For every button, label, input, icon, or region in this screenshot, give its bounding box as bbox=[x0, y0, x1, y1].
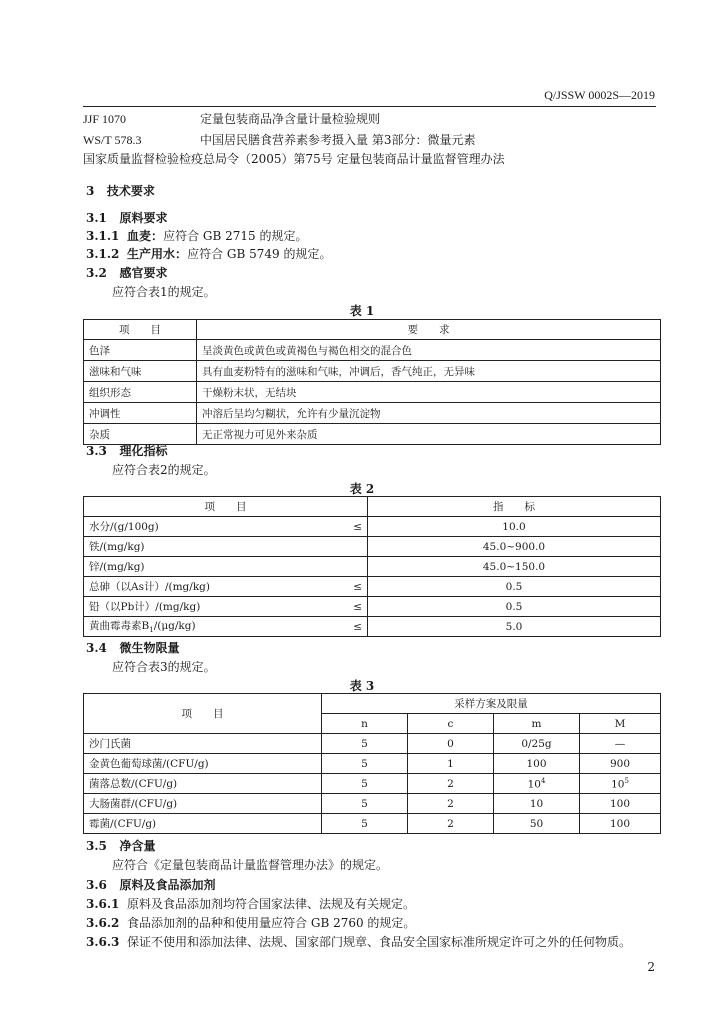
table-row bbox=[84, 361, 661, 382]
table-cell: 0.5 bbox=[368, 597, 661, 617]
cell-superscript: 5 bbox=[624, 776, 629, 785]
table-cell bbox=[580, 774, 661, 794]
clause-text: 应符合 GB 5749 的规定。 bbox=[187, 247, 332, 261]
reference-line bbox=[83, 151, 505, 167]
table-cell: 霉菌/(CFU/g) bbox=[84, 814, 322, 834]
section-title: 净含量 bbox=[119, 839, 156, 853]
subsection-heading bbox=[86, 442, 167, 459]
reference-title: 国家质量监督检验检疫总局令（2005）第75号 定量包装商品计量监督管理办法 bbox=[83, 152, 505, 166]
section-number: 3.1 bbox=[86, 211, 107, 225]
cell-text: 10 bbox=[611, 778, 625, 791]
table-cell: 铅（以Pb计）/(mg/kg) bbox=[84, 597, 322, 617]
table-cell-operator: ≤ bbox=[322, 617, 368, 637]
table-caption: 表 3 bbox=[349, 679, 375, 693]
table-cell: 组织形态 bbox=[84, 382, 197, 403]
table-cell: 5 bbox=[322, 734, 408, 754]
section-title: 理化指标 bbox=[119, 444, 168, 458]
table-cell: 2 bbox=[408, 794, 494, 814]
table-cell: 0/25g bbox=[494, 734, 580, 754]
clause-text: 应符合 GB 2715 的规定。 bbox=[163, 229, 308, 243]
table-row bbox=[84, 754, 661, 774]
table-cell: 10 bbox=[494, 794, 580, 814]
table-cell: 铁/(mg/kg) bbox=[84, 537, 322, 557]
table-cell: 45.0~150.0 bbox=[368, 557, 661, 577]
table-sensory bbox=[83, 319, 661, 445]
standard-code: Q/JSSW 0002S—2019 bbox=[544, 88, 655, 102]
subsection-heading bbox=[86, 639, 179, 656]
section-number: 3.5 bbox=[86, 839, 107, 853]
table-cell bbox=[494, 774, 580, 794]
table-cell-operator: ≤ bbox=[322, 597, 368, 617]
table-cell: 5 bbox=[322, 794, 408, 814]
section-title: 原料要求 bbox=[119, 211, 168, 225]
table-cell: — bbox=[580, 734, 661, 754]
table-cell: 10.0 bbox=[368, 517, 661, 537]
table-cell: 5 bbox=[322, 814, 408, 834]
table-header-cell: 项 目 bbox=[84, 694, 322, 734]
table-microbial bbox=[83, 693, 661, 834]
subsection-heading bbox=[86, 264, 167, 281]
subsection-heading bbox=[86, 837, 155, 854]
table-cell: 具有血麦粉特有的滋味和气味，冲调后，香气纯正，无异味 bbox=[197, 361, 661, 382]
table-row bbox=[84, 617, 661, 637]
table-cell: 2 bbox=[408, 774, 494, 794]
section-number: 3 bbox=[86, 184, 95, 198]
subsection-heading bbox=[86, 209, 167, 226]
section-number: 3.6 bbox=[86, 878, 107, 892]
table-cell: 100 bbox=[580, 814, 661, 834]
table-cell: 100 bbox=[494, 754, 580, 774]
table-cell: 冲调性 bbox=[84, 403, 197, 424]
table-header-row bbox=[84, 694, 661, 714]
table-row bbox=[84, 814, 661, 834]
table-row bbox=[84, 340, 661, 361]
table-cell: 100 bbox=[580, 794, 661, 814]
table-row bbox=[84, 557, 661, 577]
table-cell-operator: ≤ bbox=[322, 517, 368, 537]
reference-line bbox=[83, 132, 475, 148]
section-number: 3.2 bbox=[86, 266, 107, 280]
table-cell: 0 bbox=[408, 734, 494, 754]
cell-superscript: 4 bbox=[540, 776, 546, 785]
body-text: 应符合表2的规定。 bbox=[112, 463, 216, 477]
table-header-row bbox=[84, 497, 661, 517]
body-text: 应符合表3的规定。 bbox=[112, 660, 216, 674]
table-cell: 冲溶后呈均匀糊状，允许有少量沉淀物 bbox=[197, 403, 661, 424]
table-cell bbox=[84, 617, 322, 637]
table-cell-operator: ≤ bbox=[322, 577, 368, 597]
section-title: 感官要求 bbox=[119, 266, 168, 280]
table-cell: 菌落总数/(CFU/g) bbox=[84, 774, 322, 794]
table-row bbox=[84, 597, 661, 617]
clause-text: 食品添加剂的品种和使用量应符合 GB 2760 的规定。 bbox=[127, 916, 416, 930]
clause-number: 3.1.1 bbox=[86, 229, 120, 243]
table-row bbox=[84, 382, 661, 403]
table-header-cell: 采样方案及限量 bbox=[322, 694, 661, 714]
table-cell: 色泽 bbox=[84, 340, 197, 361]
clause-number: 3.6.3 bbox=[86, 935, 120, 949]
cell-text: 黄曲霉毒素B bbox=[89, 620, 150, 633]
table-header-cell: n bbox=[322, 714, 408, 734]
clause-363 bbox=[86, 933, 631, 950]
cell-text: /(μg/kg) bbox=[153, 620, 196, 633]
table-row bbox=[84, 577, 661, 597]
cell-subscript: 1 bbox=[149, 626, 154, 635]
body-text: 应符合《定量包装商品计量监督管理办法》的规定。 bbox=[112, 858, 389, 872]
table-physicochemical bbox=[83, 496, 661, 637]
clause-311 bbox=[86, 227, 307, 244]
section-title: 原料及食品添加剂 bbox=[119, 878, 216, 892]
clause-label: 生产用水： bbox=[127, 247, 188, 261]
table-row bbox=[84, 734, 661, 754]
table-cell: 杂质 bbox=[84, 424, 197, 445]
table-header-row bbox=[84, 320, 661, 340]
clause-number: 3.1.2 bbox=[86, 247, 120, 261]
table-cell-operator bbox=[322, 557, 368, 577]
clause-text: 保证不使用和添加法律、法规、国家部门规章、食品安全国家标准所规定许可之外的任何物质。 bbox=[127, 935, 632, 949]
table-cell: 水分/(g/100g) bbox=[84, 517, 322, 537]
table-row bbox=[84, 537, 661, 557]
table-row bbox=[84, 794, 661, 814]
reference-line bbox=[83, 111, 380, 127]
clause-362 bbox=[86, 914, 415, 931]
table-cell: 锌/(mg/kg) bbox=[84, 557, 322, 577]
table-cell: 大肠菌群/(CFU/g) bbox=[84, 794, 322, 814]
table-cell: 金黄色葡萄球菌/(CFU/g) bbox=[84, 754, 322, 774]
table-cell: 无正常视力可见外来杂质 bbox=[197, 424, 661, 445]
section-heading bbox=[86, 182, 155, 199]
section-number: 3.4 bbox=[86, 641, 107, 655]
table-cell: 呈淡黄色或黄色或黄褐色与褐色相交的混合色 bbox=[197, 340, 661, 361]
table-header-cell: 项 目 bbox=[84, 497, 368, 517]
table-cell: 900 bbox=[580, 754, 661, 774]
reference-code: WS/T 578.3 bbox=[83, 133, 142, 147]
table-cell: 总砷（以As计）/(mg/kg) bbox=[84, 577, 322, 597]
subsection-heading bbox=[86, 876, 215, 893]
table-caption: 表 2 bbox=[349, 482, 375, 496]
table-cell: 5.0 bbox=[368, 617, 661, 637]
clause-number: 3.6.2 bbox=[86, 916, 120, 930]
clause-361 bbox=[86, 895, 415, 912]
table-header-cell: 指 标 bbox=[368, 497, 661, 517]
table-cell: 45.0~900.0 bbox=[368, 537, 661, 557]
section-number: 3.3 bbox=[86, 444, 107, 458]
header-rule bbox=[83, 106, 656, 107]
table-header-cell: c bbox=[408, 714, 494, 734]
reference-title: 中国居民膳食营养素参考摄入量 第3部分：微量元素 bbox=[200, 133, 476, 147]
table-cell: 50 bbox=[494, 814, 580, 834]
table-cell: 1 bbox=[408, 754, 494, 774]
table-row bbox=[84, 517, 661, 537]
clause-number: 3.6.1 bbox=[86, 897, 120, 911]
table-cell: 2 bbox=[408, 814, 494, 834]
table-cell-operator bbox=[322, 537, 368, 557]
reference-title: 定量包装商品净含量计量检验规则 bbox=[200, 112, 381, 126]
table-header-cell: 项 目 bbox=[84, 320, 197, 340]
table-header-cell: M bbox=[580, 714, 661, 734]
clause-label: 血麦： bbox=[127, 229, 164, 243]
table-header-cell: m bbox=[494, 714, 580, 734]
section-title: 技术要求 bbox=[106, 184, 155, 198]
table-cell: 5 bbox=[322, 754, 408, 774]
body-text: 应符合表1的规定。 bbox=[112, 285, 216, 299]
table-row bbox=[84, 424, 661, 445]
page-number: 2 bbox=[647, 960, 655, 974]
table-row bbox=[84, 774, 661, 794]
section-title: 微生物限量 bbox=[119, 641, 180, 655]
reference-code: JJF 1070 bbox=[83, 112, 127, 126]
cell-text: 10 bbox=[527, 778, 541, 791]
table-cell: 5 bbox=[322, 774, 408, 794]
table-caption: 表 1 bbox=[349, 304, 375, 318]
table-cell: 沙门氏菌 bbox=[84, 734, 322, 754]
table-row bbox=[84, 403, 661, 424]
clause-312 bbox=[86, 245, 331, 262]
clause-text: 原料及食品添加剂均符合国家法律、法规及有关规定。 bbox=[127, 897, 416, 911]
table-cell: 0.5 bbox=[368, 577, 661, 597]
table-header-cell: 要 求 bbox=[197, 320, 661, 340]
table-cell: 干燥粉末状，无结块 bbox=[197, 382, 661, 403]
table-cell: 滋味和气味 bbox=[84, 361, 197, 382]
